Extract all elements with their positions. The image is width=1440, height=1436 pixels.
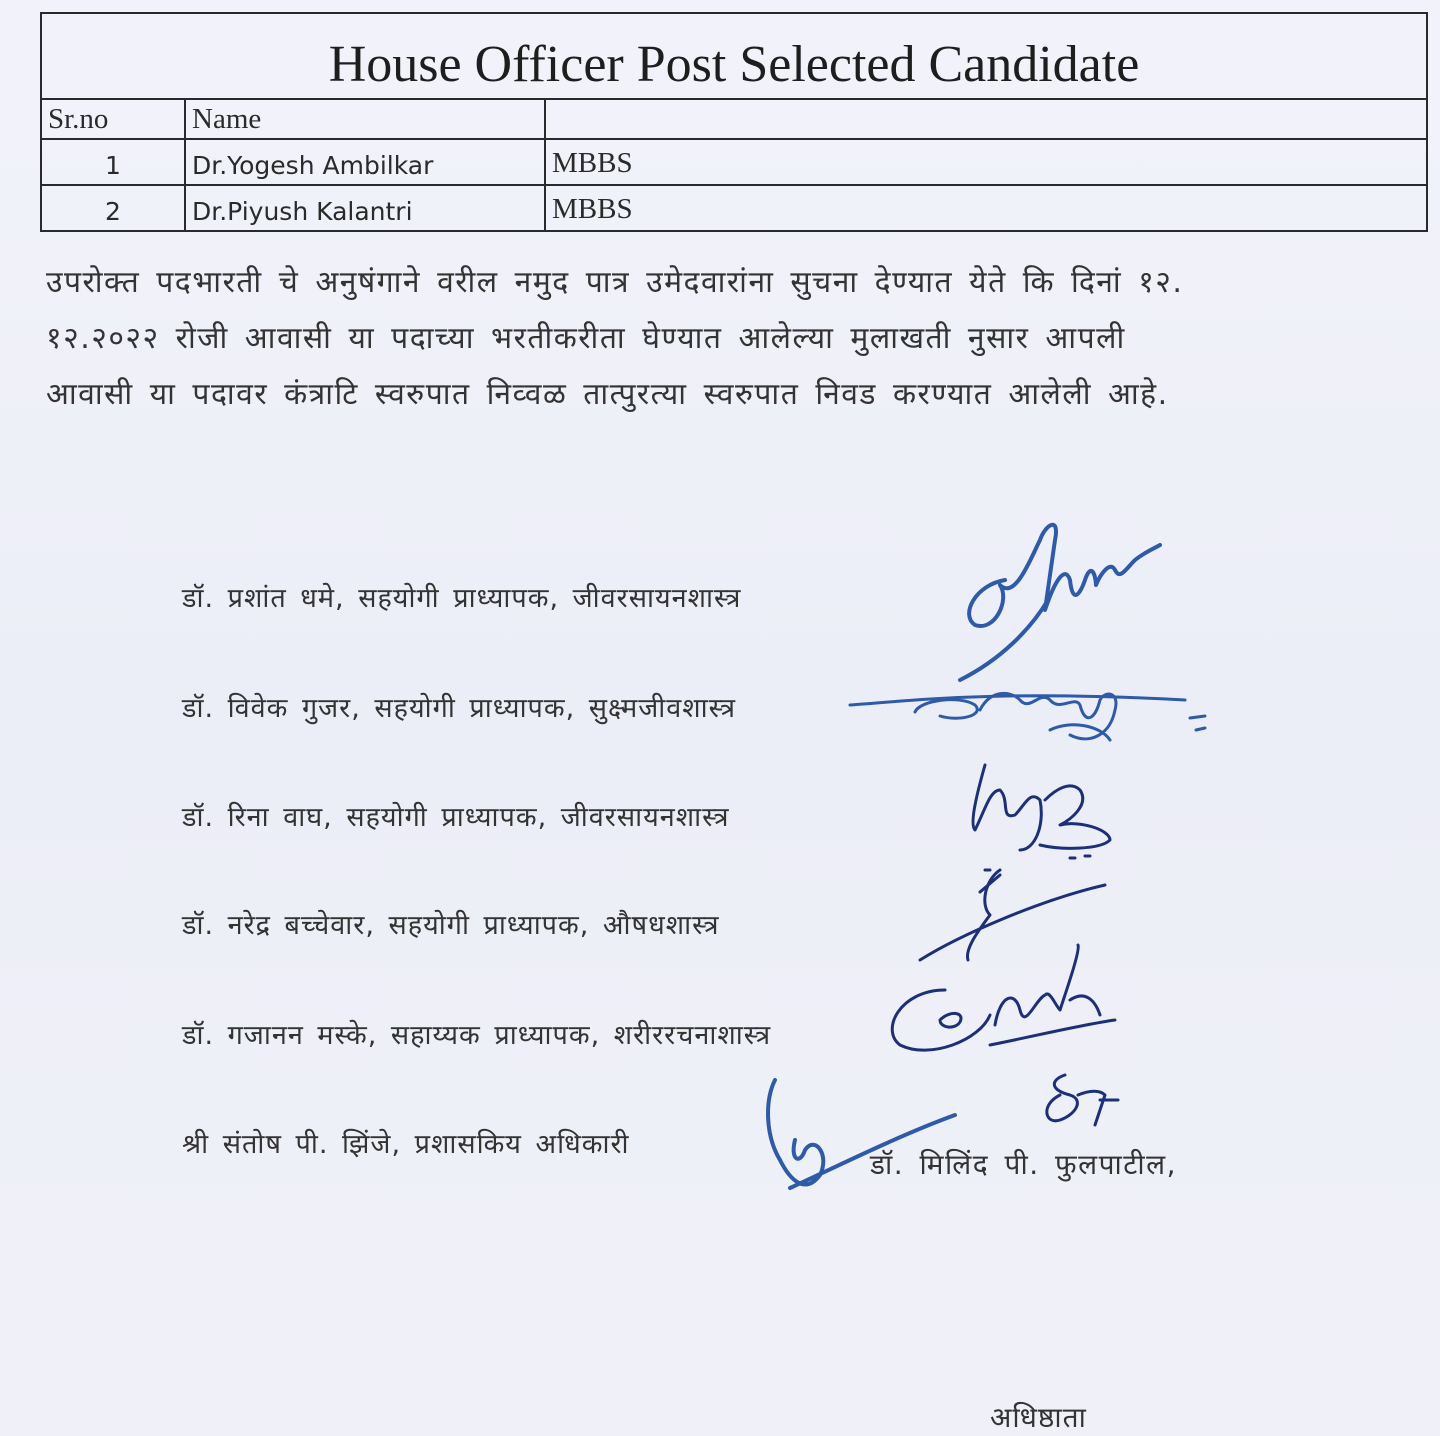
- row-srno: 1: [41, 139, 185, 185]
- row-qualification: MBBS: [545, 139, 1427, 185]
- committee-member: डॉ. रिना वाघ, सहयोगी प्राध्यापक, जीवरसायनशास्त्र: [182, 802, 730, 833]
- dean-designation: अधिष्ठाता: [990, 1401, 1087, 1434]
- row-name: Dr.Piyush Kalantri: [185, 185, 545, 231]
- notice-line: उपरोक्त पदभारती चे अनुषंगाने वरील नमुद पात्र उमेदवारांना सुचना देण्यात येते कि दिनां १२.: [46, 265, 1184, 300]
- notice-line: आवासी या पदावर कंत्राटि स्वरुपात निव्वळ तात्पुरत्या स्वरुपात निवड करण्यात आलेली आहे.: [46, 377, 1169, 412]
- committee-member: डॉ. गजानन मस्के, सहाय्यक प्राध्यापक, शरीररचनाशास्त्र: [182, 1020, 772, 1051]
- signature-1: [960, 525, 1160, 680]
- header-srno: Sr.no: [41, 99, 185, 139]
- row-name: Dr.Yogesh Ambilkar: [185, 139, 545, 185]
- signature-6: [768, 1080, 955, 1188]
- signature-dean: [1047, 1075, 1118, 1125]
- committee-member: श्री संतोष पी. झिंजे, प्रशासकिय अधिकारी: [182, 1129, 630, 1160]
- row-srno: 2: [41, 185, 185, 231]
- committee-member: डॉ. प्रशांत धमे, सहयोगी प्राध्यापक, जीवरसायनशास्त्र: [182, 583, 742, 614]
- committee-member: डॉ. विवेक गुजर, सहयोगी प्राध्यापक, सुक्ष्मजीवशास्त्र: [182, 693, 737, 724]
- row-qualification: MBBS: [545, 185, 1427, 231]
- signature-3: [973, 765, 1110, 870]
- notice-line: १२.२०२२ रोजी आवासी या पदाच्या भरतीकरीता घेण्यात आलेल्या मुलाखती नुसार आपली: [46, 321, 1126, 356]
- dean-name: डॉ. मिलिंद पी. फुलपाटील,: [870, 1148, 1177, 1181]
- header-name: Name: [185, 99, 545, 139]
- signature-5: [892, 945, 1115, 1050]
- table-title: House Officer Post Selected Candidate: [41, 13, 1427, 99]
- committee-member: डॉ. नरेद्र बच्चेवार, सहयोगी प्राध्यापक, औषधशास्त्र: [182, 910, 720, 941]
- signature-2: [850, 693, 1205, 740]
